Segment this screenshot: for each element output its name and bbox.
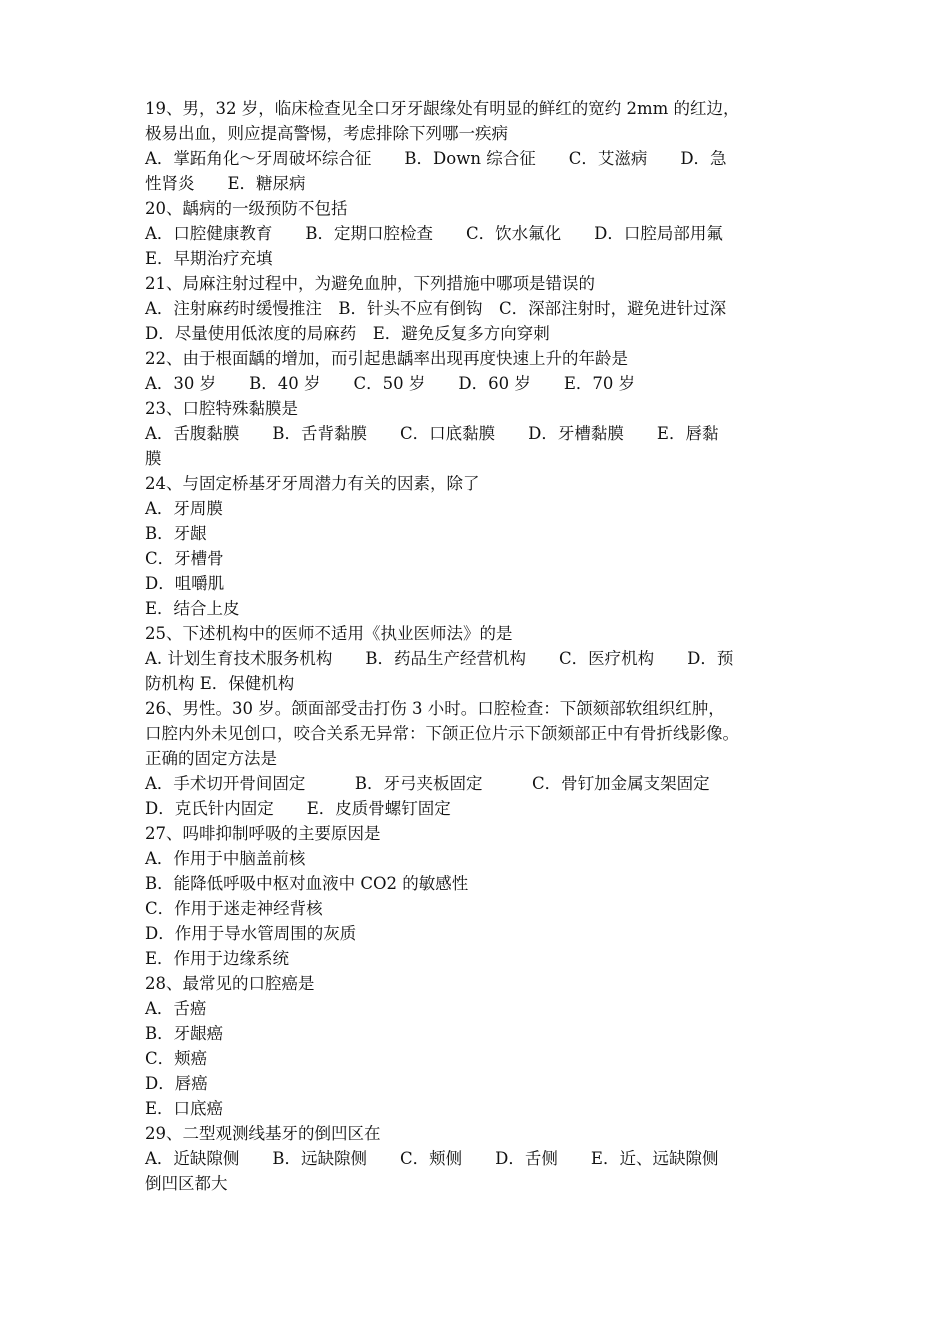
text-line: 正确的固定方法是 (145, 749, 277, 768)
text-line: A．掌跖角化～牙周破坏综合征 B．Down 综合征 C．艾滋病 D．急 (145, 149, 727, 168)
text-line: 22、由于根面龋的增加，而引起患龋率出现再度快速上升的年龄是 (145, 349, 628, 368)
text-line: D．尽量使用低浓度的局麻药 E．避免反复多方向穿刺 (145, 324, 550, 343)
text-line: D．克氏针内固定 E．皮质骨螺钉固定 (145, 799, 451, 818)
text-line: 防机构 E．保健机构 (145, 674, 295, 693)
text-line: A．近缺隙侧 B．远缺隙侧 C．颊侧 D．舌侧 E．近、远缺隙侧 (145, 1149, 719, 1168)
text-line: 27、吗啡抑制呼吸的主要原因是 (145, 824, 381, 843)
text-line: E．作用于边缘系统 (145, 949, 290, 968)
text-line: A．牙周膜 (145, 499, 223, 518)
text-line: 口腔内外未见创口，咬合关系无异常：下颌正位片示下颌颏部正中有骨折线影像。 (145, 724, 739, 743)
text-line: 20、龋病的一级预防不包括 (145, 199, 348, 218)
text-line: A．注射麻药时缓慢推注 B．针头不应有倒钩 C．深部注射时，避免进针过深 (145, 299, 727, 318)
text-line: 极易出血，则应提高警惕，考虑排除下列哪一疾病 (145, 124, 508, 143)
text-line: A．作用于中脑盖前核 (145, 849, 306, 868)
text-line: E．结合上皮 (145, 599, 240, 618)
text-line: 26、男性。30 岁。颌面部受击打伤 3 小时。口腔检查：下颌颏部软组织红肿， (145, 699, 725, 718)
text-line: B．牙龈 (145, 524, 207, 543)
text-line: A. 计划生育技术服务机构 B．药品生产经营机构 C．医疗机构 D．预 (145, 649, 734, 668)
text-line: 性肾炎 E．糖尿病 (145, 174, 306, 193)
text-line: D．作用于导水管周围的灰质 (145, 924, 357, 943)
text-line: A．30 岁 B．40 岁 C．50 岁 D．60 岁 E．70 岁 (145, 374, 636, 393)
text-line: 28、最常见的口腔癌是 (145, 974, 315, 993)
text-line: 19、男，32 岁，临床检查见全口牙牙龈缘处有明显的鲜红的宽约 2mm 的红边， (145, 99, 740, 118)
text-line: C．作用于迷走神经背核 (145, 899, 323, 918)
text-line: 膜 (145, 449, 162, 468)
text-line: 21、局麻注射过程中，为避免血肿，下列措施中哪项是错误的 (145, 274, 595, 293)
text-line: E．口底癌 (145, 1099, 224, 1118)
text-line: 25、下述机构中的医师不适用《执业医师法》的是 (145, 624, 513, 643)
text-line: 29、二型观测线基牙的倒凹区在 (145, 1124, 381, 1143)
text-line: A．口腔健康教育 B．定期口腔检查 C．饮水氟化 D．口腔局部用氟 (145, 224, 723, 243)
text-line: E．早期治疗充填 (145, 249, 273, 268)
text-line: A．手术切开骨间固定 B．牙弓夹板固定 C．骨钉加金属支架固定 (145, 774, 710, 793)
text-line: B．牙龈癌 (145, 1024, 224, 1043)
text-line: C．牙槽骨 (145, 549, 224, 568)
text-line: 24、与固定桥基牙牙周潜力有关的因素，除了 (145, 474, 480, 493)
text-line: D．唇癌 (145, 1074, 208, 1093)
text-line: C．颊癌 (145, 1049, 208, 1068)
text-line: B．能降低呼吸中枢对血液中 CO2 的敏感性 (145, 874, 469, 893)
document-body (145, 96, 809, 1196)
text-line: A．舌腹黏膜 B．舌背黏膜 C．口底黏膜 D．牙槽黏膜 E．唇黏 (145, 424, 719, 443)
text-line: 23、口腔特殊黏膜是 (145, 399, 298, 418)
text-line: A．舌癌 (145, 999, 207, 1018)
text-line: 倒凹区都大 (145, 1174, 228, 1193)
text-line: D．咀嚼肌 (145, 574, 225, 593)
